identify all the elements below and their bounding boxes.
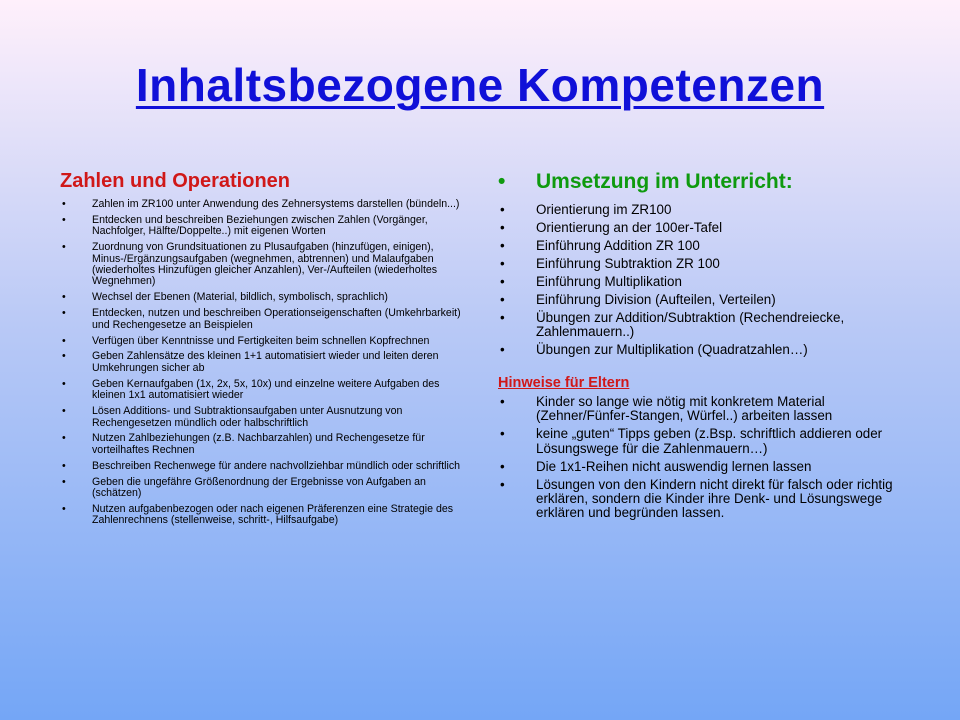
list-item: • Lösungen von den Kindern nicht direkt für falsch oder richtig erklären, sondern die Kinder ihre Denk- und Lösungswege erklären und begründen lassen. [500, 476, 893, 521]
hints-list [498, 395, 898, 521]
bullet-icon: • [500, 310, 505, 325]
list-item: • Einführung Division (Aufteilen, Verteilen) [500, 292, 776, 307]
bullet-icon: • [500, 393, 505, 409]
bullet-icon: • [500, 256, 505, 271]
bullet-icon: • [62, 502, 66, 515]
left-column [60, 170, 465, 531]
list-item: • Beschreiben Rechenwege für andere nachvollziehbar mündlich oder schriftlich [62, 459, 461, 472]
list-item: • Orientierung im ZR100 [500, 202, 672, 217]
lesson-list [498, 203, 898, 358]
bullet-icon: • [62, 377, 66, 390]
bullet-icon: • [62, 198, 66, 210]
bullet-icon: • [62, 459, 66, 472]
bullet-icon: • [62, 291, 66, 304]
list-item: • Lösen Additions- und Subtraktionsaufgaben unter Ausnutzung von Rechengesetzen mündlich oder halbschriftlich [62, 405, 403, 429]
list-item: • Zuordnung von Grundsituationen zu Plusaufgaben (hinzufügen, einigen), Minus-/Ergänzungsaufgaben (wegnehmen, abtrennen) und Malaufgaben (wiederholtes Hinzufügen gleicher Anzahlen), Ver-/Aufteilen (wiederholtes Wegnehmen) [62, 241, 438, 288]
list-item: • Nutzen Zahlbeziehungen (z.B. Nachbarzahlen) und Rechengesetze für vorteilhaftes Rechnen [62, 432, 425, 456]
list-item: • Geben Zahlensätze des kleinen 1+1 automatisiert wieder und leiten deren Umkehrungen sicher ab [62, 350, 439, 374]
bullet-icon: • [62, 432, 66, 445]
list-item: • Die 1x1-Reihen nicht auswendig lernen lassen [500, 458, 812, 474]
list-item: • Einführung Subtraktion ZR 100 [500, 256, 720, 271]
list-item: • keine „guten“ Tipps geben (z.Bsp. schriftlich addieren oder Lösungswege für die Zahlenmauern…) [500, 426, 883, 456]
bullet-icon: • [500, 274, 505, 289]
bullet-icon: • [500, 202, 505, 217]
list-item: • Entdecken und beschreiben Beziehungen zwischen Zahlen (Vorgänger, Nachfolger, Hälfte/Doppelte..) mit eigenen Worten [62, 213, 428, 238]
bullet-icon: • [62, 334, 66, 347]
bullet-icon: • [62, 213, 66, 226]
competence-list [60, 199, 465, 527]
list-item: • Wechsel der Ebenen (Material, bildlich, symbolisch, sprachlich) [62, 291, 388, 304]
list-item: • Übungen zur Multiplikation (Quadratzahlen…) [500, 342, 808, 358]
bullet-icon: • [500, 220, 505, 235]
bullet-icon: • [500, 458, 505, 474]
bullet-icon: • [62, 307, 66, 320]
bullet-icon: • [498, 170, 506, 193]
list-item: • Nutzen aufgabenbezogen oder nach eigenen Präferenzen eine Strategie des Zahlenrechnens (stellenweise, schritt-, Hilfsaufgabe) [62, 502, 454, 527]
right-column [498, 170, 898, 524]
bullet-icon: • [500, 342, 505, 358]
list-item: • Zahlen im ZR100 unter Anwendung des Zehnersystems darstellen (bündeln...) [62, 198, 460, 210]
list-item: • Einführung Multiplikation [500, 274, 682, 289]
bullet-icon: • [500, 476, 505, 492]
list-item: • Entdecken, nutzen und beschreiben Operationseigenschaften (Umkehrbarkeit) und Rechengesetze an Beispielen [62, 307, 461, 331]
bullet-icon: • [62, 475, 66, 488]
hints-heading: Hinweise für Eltern [498, 374, 630, 391]
bullet-icon: • [500, 238, 505, 253]
list-item: • Orientierung an der 100er-Tafel [500, 220, 723, 235]
list-item: • Verfügen über Kenntnisse und Fertigkeiten beim schnellen Kopfrechnen [62, 334, 430, 347]
right-heading [498, 170, 898, 194]
left-heading: Zahlen und Operationen [60, 170, 291, 192]
bullet-icon: • [500, 426, 505, 442]
list-item: • Kinder so lange wie nötig mit konkretem Material (Zehner/Fünfer-Stangen, Würfel..) arbeiten lassen [500, 393, 833, 424]
bullet-icon: • [62, 350, 66, 363]
list-item: • Übungen zur Addition/Subtraktion (Rechendreiecke, Zahlenmauern..) [500, 310, 845, 340]
bullet-icon: • [62, 405, 66, 418]
right-heading-label: Umsetzung im Unterricht: [536, 170, 793, 193]
list-item: • Geben Kernaufgaben (1x, 2x, 5x, 10x) und einzelne weitere Aufgaben des kleinen 1x1 automatisiert wieder [62, 377, 440, 402]
list-item: • Einführung Addition ZR 100 [500, 238, 700, 253]
page-title: Inhaltsbezogene Kompetenzen [135, 59, 825, 111]
bullet-icon: • [62, 241, 66, 254]
list-item: • Geben die ungefähre Größenordnung der Ergebnisse von Aufgaben an (schätzen) [62, 475, 426, 500]
bullet-icon: • [500, 292, 505, 307]
